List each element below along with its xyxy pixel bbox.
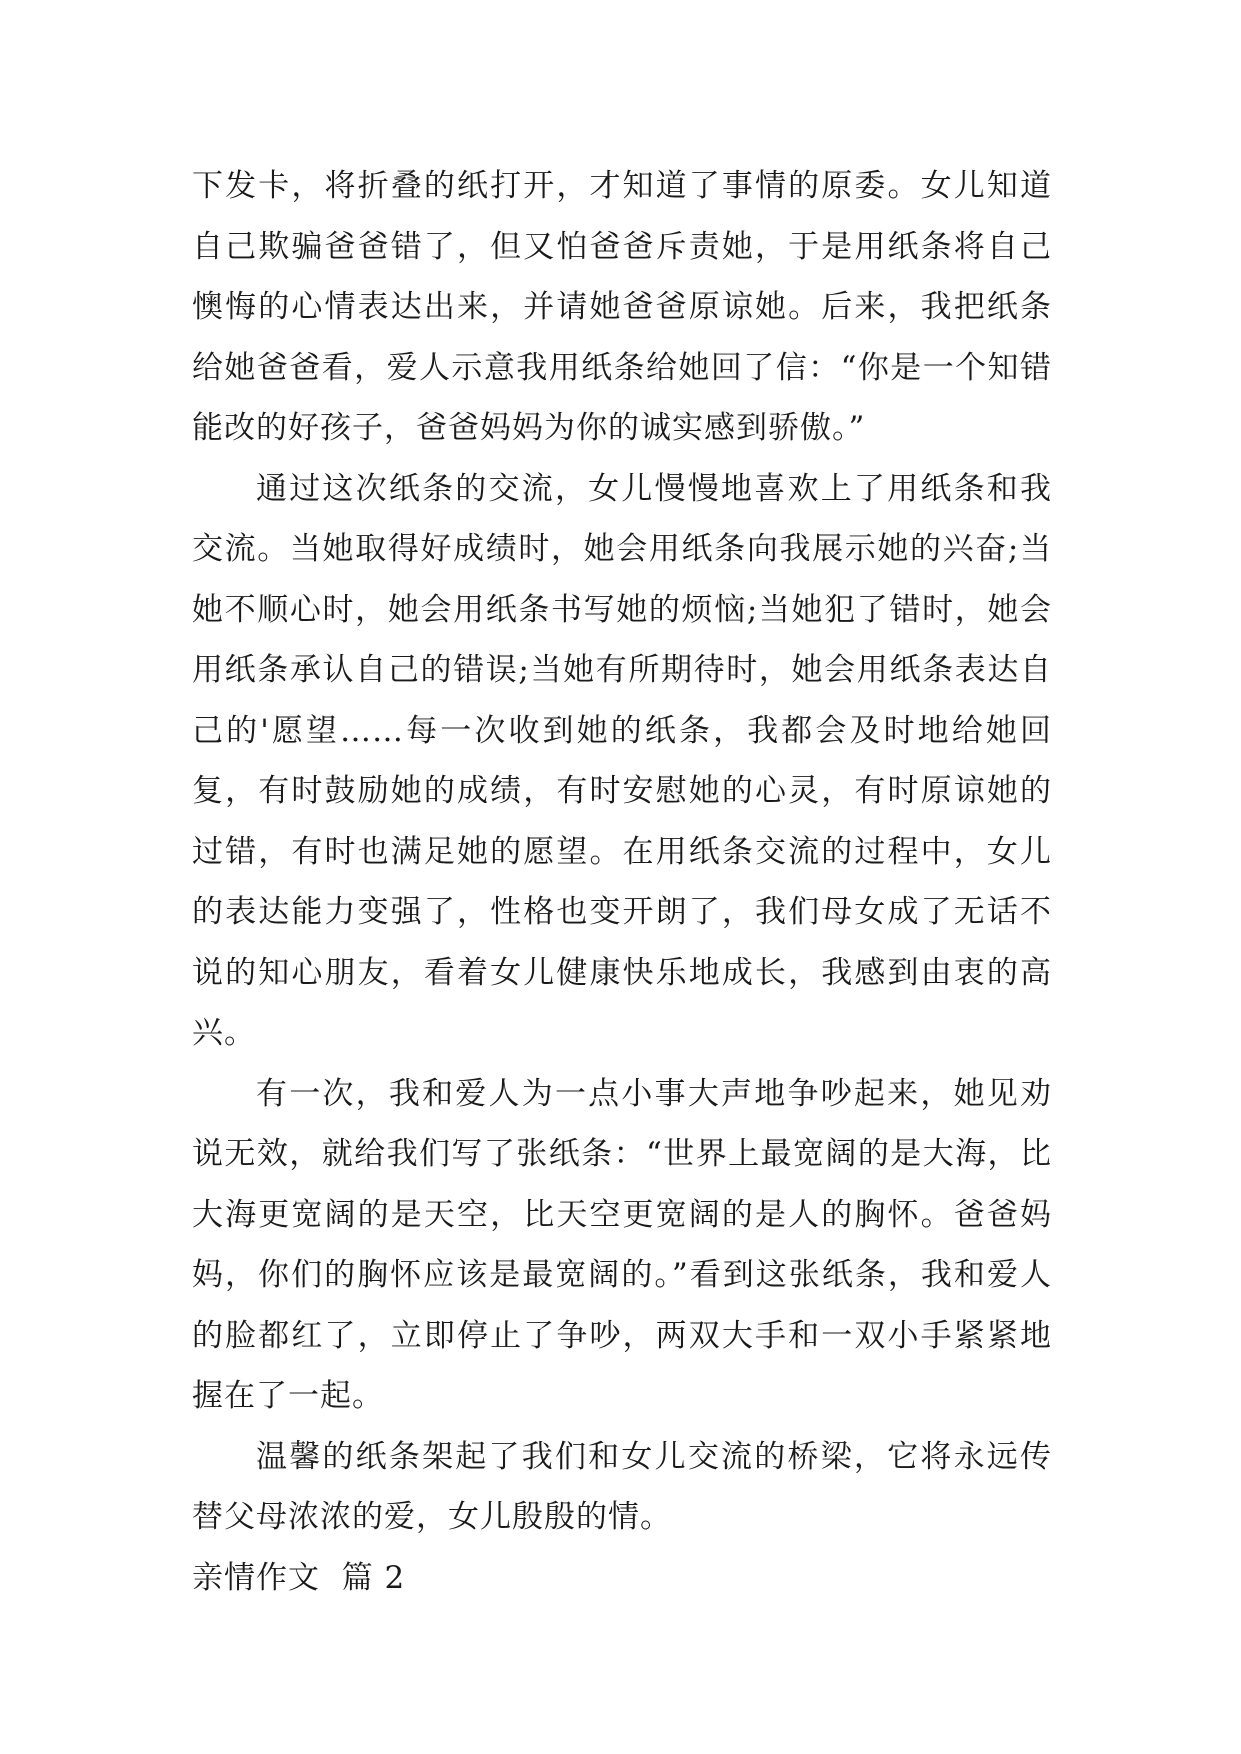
section-heading: 亲情作文 篇 2 [192, 1559, 406, 1596]
paragraph-4: 温馨的纸条架起了我们和女儿交流的桥梁，它将永远传替父母浓浓的爱，女儿殷殷的情。 [192, 1438, 1052, 1535]
paragraph-3: 有一次，我和爱人为一点小事大声地争吵起来，她见劝说无效，就给我们写了张纸条：“世界上最宽阔的是大海，比大海更宽阔的是天空，比天空更宽阔的是人的胸怀。爸爸妈妈，你们的胸怀应该是最宽阔的。”看到这张纸条，我和爱人的脸都红了，立即停止了争吵，两双大手和一双小手紧紧地握在了一起。 [192, 1075, 1052, 1414]
paragraph-1: 下发卡，将折叠的纸打开，才知道了事情的原委。女儿知道自己欺骗爸爸错了，但又怕爸爸斥责她，于是用纸条将自己懊悔的心情表达出来，并请她爸爸原谅她。后来，我把纸条给她爸爸看，爱人示意我用纸条给她回了信：“你是一个知错能改的好孩子，爸爸妈妈为你的诚实感到骄傲。” [192, 168, 1052, 446]
paragraph-2: 通过这次纸条的交流，女儿慢慢地喜欢上了用纸条和我交流。当她取得好成绩时，她会用纸条向我展示她的兴奋;当她不顺心时，她会用纸条书写她的烦恼;当她犯了错时，她会用纸条承认自己的错误;当她有所期待时，她会用纸条表达自己的'愿望……每一次收到她的纸条，我都会及时地给她回复，有时鼓励她的成绩，有时安慰她的心灵，有时原谅她的过错，有时也满足她的愿望。在用纸条交流的过程中，女儿的表达能力变强了，性格也变开朗了，我们母女成了无话不说的知心朋友，看着女儿健康快乐地成长，我感到由衷的高兴。 [192, 470, 1052, 1051]
document-body [192, 156, 1052, 1608]
